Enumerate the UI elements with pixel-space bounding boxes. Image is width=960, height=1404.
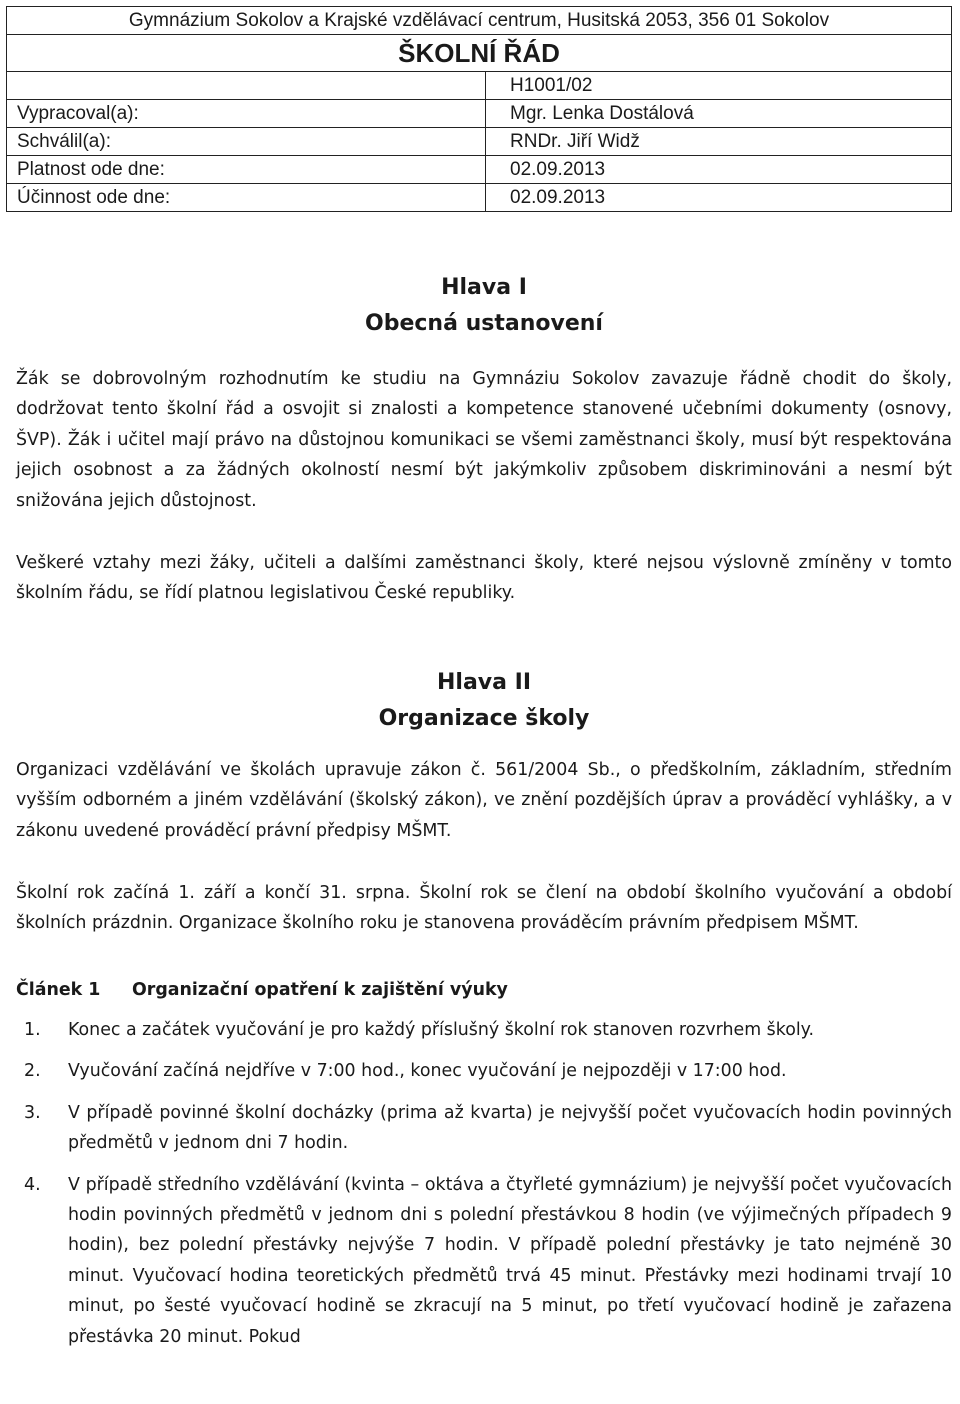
list-number: 4. bbox=[24, 1174, 41, 1195]
section-subheading: Obecná ustanovení bbox=[365, 311, 603, 336]
header-value: 02.09.2013 bbox=[486, 156, 952, 184]
section-heading: Hlava I bbox=[441, 275, 527, 300]
article-number: Článek 1 bbox=[16, 979, 101, 1000]
list-item bbox=[16, 1170, 952, 1352]
paragraph: Žák se dobrovolným rozhodnutím ke studiu na Gymnáziu Sokolov zavazuje řádně chodit do školy, dodržovat tento školní řád a osvojit si znalosti a kompetence stanovené učebními dokumenty (osnovy, ŠVP). Žák i učitel mají právo na důstojnou komunikaci se všemi zaměstnanci školy, musí být respektována jejich osobnost a za žádných okolností nesmí být jakýmkoliv způsobem diskriminováni a nesmí být snižována jejich důstojnost. bbox=[16, 369, 952, 511]
list-item bbox=[16, 1015, 952, 1045]
list-number: 2. bbox=[24, 1061, 41, 1082]
document-title: ŠKOLNÍ ŘÁD bbox=[7, 35, 952, 72]
list-text: Konec a začátek vyučování je pro každý příslušný školní rok stanoven rozvrhem školy. bbox=[68, 1019, 815, 1040]
paragraph: Školní rok začíná 1. září a končí 31. srpna. Školní rok se člení na období školního vyučování a období školních prázdnin. Organizace školního roku je stanovena prováděcím právním předpisem MŠMT. bbox=[16, 883, 952, 934]
article-list bbox=[16, 1015, 952, 1352]
header-value: RNDr. Jiří Widž bbox=[486, 128, 952, 156]
header-label: Platnost ode dne: bbox=[7, 156, 486, 184]
header-label: Schválil(a): bbox=[7, 128, 486, 156]
header-label: Vypracoval(a): bbox=[7, 100, 486, 128]
list-text: Vyučování začíná nejdříve v 7:00 hod., konec vyučování je nejpozději v 17:00 hod. bbox=[68, 1061, 787, 1082]
section-heading: Hlava II bbox=[436, 669, 531, 695]
header-value: Mgr. Lenka Dostálová bbox=[486, 100, 952, 128]
document-header bbox=[6, 6, 952, 212]
paragraph: Veškeré vztahy mezi žáky, učiteli a dalšími zaměstnanci školy, které nejsou výslovně zmíněny v tomto školním řádu, se řídí platnou legislativou České republiky. bbox=[16, 553, 952, 604]
list-text: V případě povinné školní docházky (prima až kvarta) je nejvyšší počet vyučovacích hodin povinných předmětů v jednom dni 7 hodin. bbox=[68, 1102, 952, 1154]
article-title: Organizační opatření k zajištění výuky bbox=[132, 979, 508, 1000]
header-label: Účinnost ode dne: bbox=[7, 184, 486, 212]
list-text: V případě středního vzdělávání (kvinta – oktáva a čtyřleté gymnázium) je nejvyšší počet vyučovacích hodin povinných předmětů v jednom dni s polední přestávkou 8 hodin (ve výjimečných případech 9 hodin), bez polední přestávky nejvýše 7 hodin. V případě polední přestávky je tato nejméně 30 minut. Vyučovací hodina teoretických předmětů trvá 45 minut. Přestávky mezi hodinami trvají 10 minut, po šesté vyučovací hodině se zkracují na 5 minut, po třetí vyučovací hodině je zařazena přestávka 20 minut. Pokud bbox=[68, 1174, 952, 1347]
list-number: 1. bbox=[24, 1019, 41, 1040]
section-subheading: Organizace školy bbox=[378, 705, 590, 731]
list-number: 3. bbox=[24, 1102, 41, 1123]
paragraph: Organizaci vzdělávání ve školách upravuje zákon č. 561/2004 Sb., o předškolním, základním, středním vyšším odborném a jiném vzdělávání (školský zákon), ve znění pozdějších úprav a prováděcí vyhlášky, a v zákonu uvedené prováděcí právní předpisy MŠMT. bbox=[16, 759, 952, 841]
document-code: H1001/02 bbox=[486, 72, 952, 100]
document-body bbox=[16, 270, 952, 1363]
list-item bbox=[16, 1056, 952, 1086]
article-heading bbox=[16, 973, 952, 1007]
list-item bbox=[16, 1098, 952, 1159]
school-name: Gymnázium Sokolov a Krajské vzdělávací centrum, Husitská 2053, 356 01 Sokolov bbox=[7, 7, 952, 35]
header-value: 02.09.2013 bbox=[486, 184, 952, 212]
